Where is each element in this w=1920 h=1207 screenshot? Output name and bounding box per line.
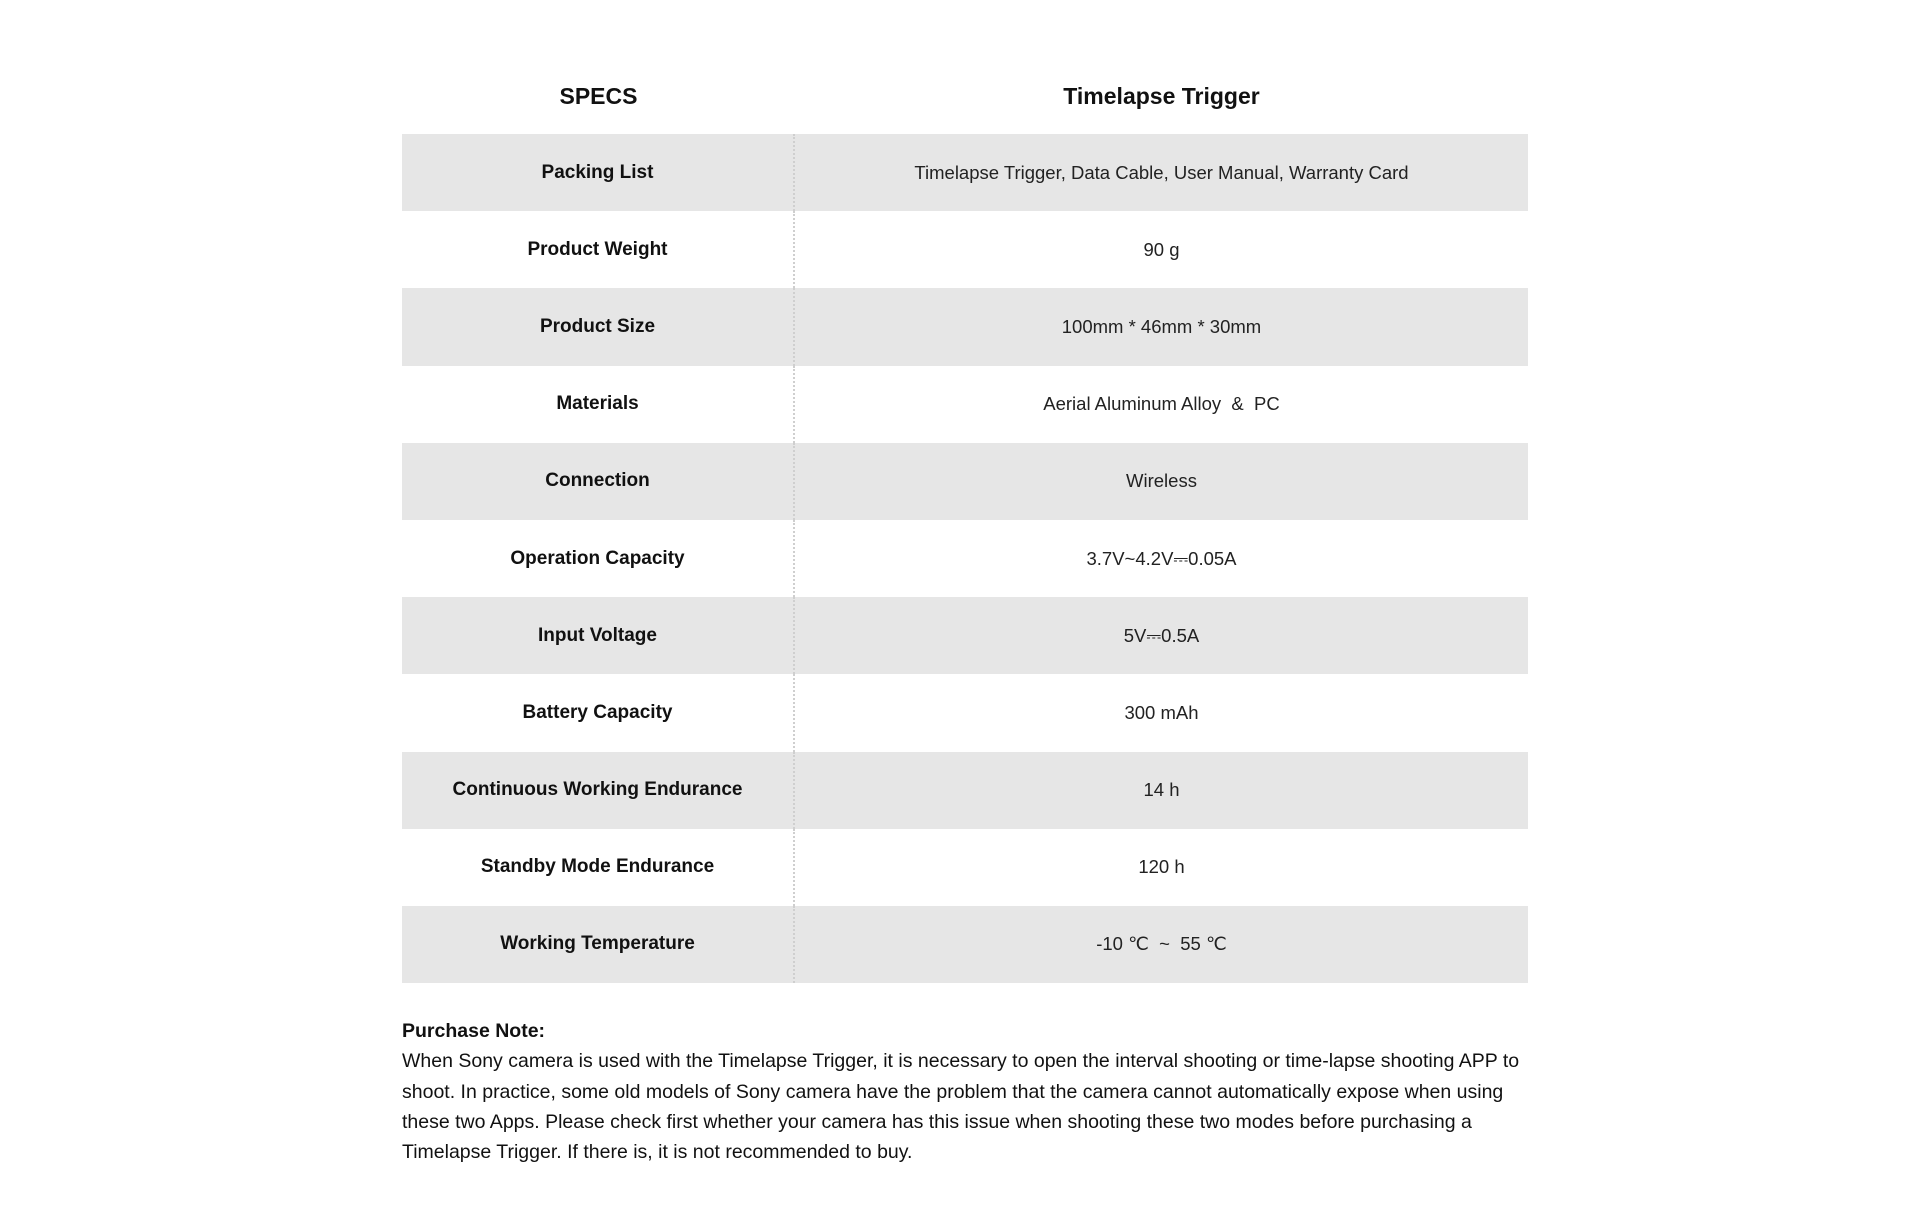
table-row: [402, 134, 1528, 211]
table-row: [402, 288, 1528, 365]
spec-key: Input Voltage: [402, 597, 795, 674]
spec-key: Operation Capacity: [402, 520, 795, 597]
spec-value: Timelapse Trigger, Data Cable, User Manual, Warranty Card: [914, 161, 1409, 183]
table-row: [402, 906, 1528, 983]
table-row: [402, 829, 1528, 906]
spec-key: Standby Mode Endurance: [402, 829, 795, 906]
table-row: [402, 597, 1528, 674]
spec-value: 300 mAh: [1124, 701, 1199, 723]
spec-value: Aerial Aluminum Alloy & PC: [1043, 393, 1280, 415]
spec-value: 90 g: [1143, 238, 1180, 260]
specs-header: SPECS: [559, 83, 638, 109]
spec-value: 100mm * 46mm * 30mm: [1061, 315, 1262, 337]
table-row: [402, 752, 1528, 829]
product-header: Timelapse Trigger: [1063, 83, 1260, 109]
spec-value: -10 ℃ ~ 55 ℃: [1096, 933, 1227, 955]
spec-key: Connection: [402, 443, 795, 520]
spec-key: Product Size: [402, 288, 795, 365]
specs-table: [402, 134, 1528, 983]
table-row: [402, 366, 1528, 443]
spec-key: Product Weight: [402, 211, 795, 288]
spec-key: Packing List: [402, 134, 795, 211]
spec-value: 14 h: [1143, 779, 1180, 801]
table-row: [402, 520, 1528, 597]
spec-value: 5V⎓0.5A: [1123, 624, 1200, 646]
spec-key: Materials: [402, 366, 795, 443]
spec-value: 3.7V~4.2V⎓0.05A: [1086, 547, 1237, 569]
purchase-note-body: When Sony camera is used with the Timelapse Trigger, it is necessary to open the interval shooting or time-lapse shooting APP to shoot. In practice, some old models of Sony camera have the problem that the camera cannot automatically expose when using these two Apps. Please check first whether your camera has this issue when shooting these two modes before purchasing a Timelapse Trigger. If there is, it is not recommended to buy.: [402, 1050, 1520, 1164]
spec-value: Wireless: [1126, 470, 1197, 492]
purchase-note: [402, 1016, 1532, 1167]
spec-key: Working Temperature: [402, 906, 795, 983]
purchase-note-title: Purchase Note:: [402, 1020, 546, 1042]
table-row: [402, 443, 1528, 520]
table-row: [402, 674, 1528, 751]
table-row: [402, 211, 1528, 288]
spec-key: Continuous Working Endurance: [402, 752, 795, 829]
spec-key: Battery Capacity: [402, 674, 795, 751]
spec-value: 120 h: [1138, 856, 1185, 878]
